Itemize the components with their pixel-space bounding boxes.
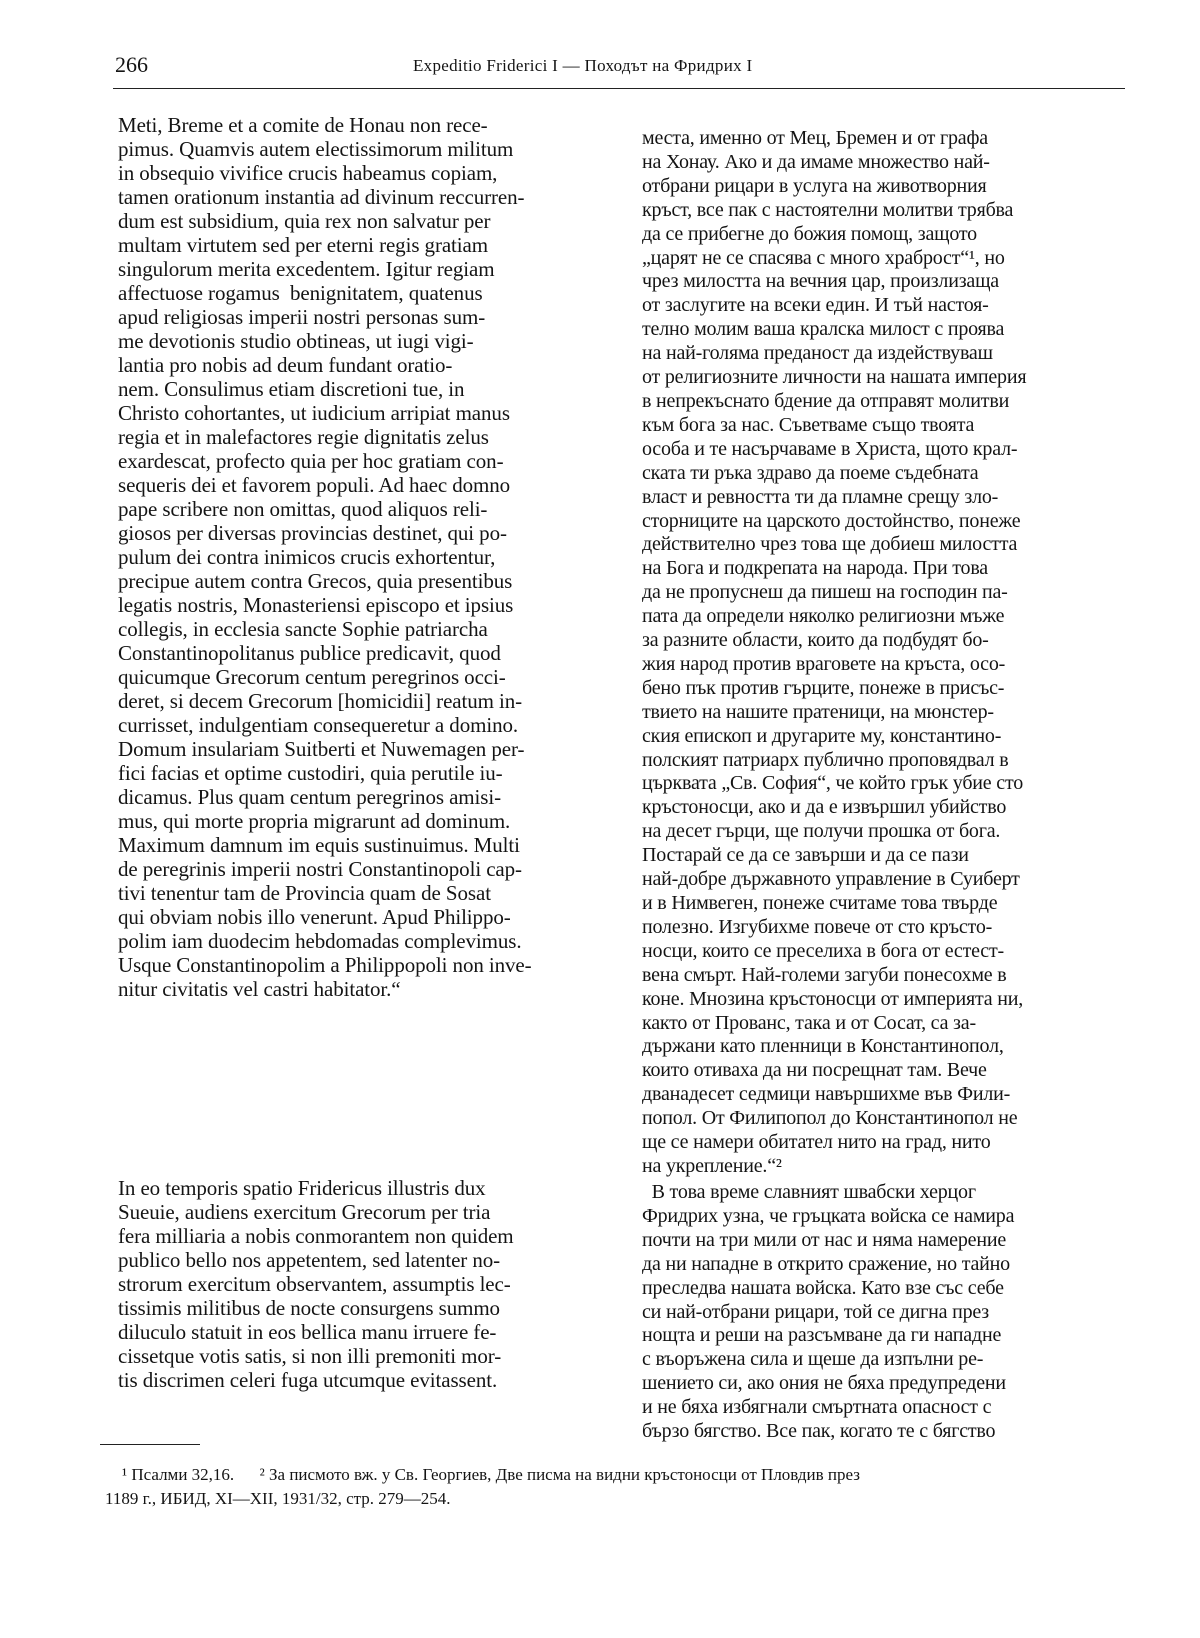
page-number: 266 xyxy=(115,52,148,77)
footnote-divider xyxy=(100,1444,200,1445)
latin-narrative-text: In eo temporis spatio Fridericus illustris dux Sueuie, audiens exercitum Grecorum per tria fera milliaria a nobis conmorantem non quidem publico bello nos appetentem, sed latenter no- strorum exercitum observantem, assumptis lec- tissimis militibus de nocte consurgens summo diluculo statuit in eos bellica manu irruere fe- cissetque votis satis, si non illi premoniti mor- tis discrimen celeri fuga utcumque evitassent. xyxy=(118,1176,514,1392)
latin-letter-text: Meti, Breme et a comite de Honau non rece- pimus. Quamvis autem electissimorum militum in obsequio vivifice crucis habeamus copiam, tamen orationum instantia ad divinum reccurren- dum est subsidium, quia rex non salvatur per multam virtutem sed per eterni regis gratiam singulorum merita excedentem. Igitur regiam affectuose rogamus benignitatem, quatenus apud religiosas imperii nostri personas sum- me devotionis studio obtineas, ut iugi vigi- lantia pro nobis ad deum fundant oratio- nem. Consulimus etiam discretioni tue, in Christo cohortantes, ut iudicium arripiat manus regia et in malefactores regie dignitatis zelus exardescat, profecto quia per hoc gratiam con- sequeris dei et favorem populi. Ad haec domno pape scribere non omittas, quod aliquos reli- giosos per diversas provincias destinet, qui po- pulum dei contra inimicos crucis exhortentur, precipue autem contra Grecos, quia presentibus legatis nostris, Monasteriensi episcopo et ipsius collegis, in ecclesia sancte Sophie patriarcha Constantinopolitanus publice predicavit, quod quicumque Grecorum centum peregrinos occi- deret, si decem Grecorum [homicidii] reatum in- currisset, indulgentiam consequeretur a domino. Domum insulariam Suitberti et Nuwemagen per- fici facias et optime custodiri, quia perutile iu- dicamus. Plus quam centum peregrinos amisi- mus, qui morte propria migrarunt ad dominum. Maximum damnum im equis sustinuimus. Multi de peregrinis imperii nostri Constantinopoli cap- tivi tenentur tam de Provincia quam de Sosat qui obviam nobis illo venerunt. Apud Philippo- polim iam duodecim hebdomadas complevimus. Usque Constantinopolim a Philippopoli non inve- nitur civitatis vel castri habitator.“ xyxy=(118,113,532,1001)
running-header xyxy=(113,48,1125,89)
running-title: Expeditio Friderici I — Походът на Фридрих I xyxy=(413,56,753,75)
bulgarian-narrative-text: В това време славният швабски херцог Фридрих узна, че гръцката войска се намира почти на три мили от нас и няма намерение да ни нападне в открито сражение, но тайно преследва нашата войска. Като взе със себе си най-отбрани рицари, той се дигна през нощта и реши на разсъмване да ги нападне с въоръжена сила и щеше да изпълни ре- шението си, ако ония не бяха предупредени и не бяха избягнали смъртната опасност с бързо бягство. Все пак, когато те с бягство xyxy=(642,1181,1015,1443)
bulgarian-letter-text: места, именно от Мец, Бремен и от графа на Хонау. Ако и да имаме множество най- отбрани рицари в услуга на животворния кръст, все пак с настоятелни молитви трябва да се прибегне до божия помощ, защото „царят не се спасява с много храброст“¹, но чрез милостта на вечния цар, произлизаща от заслугите на всеки един. И тъй настоя- телно молим ваша кралска милост с проява на най-голяма преданост да издействуваш от религиозните личности на нашата империя в непрекъснато бдение да отправят молитви към бога за нас. Съветваме също твоята особа и те насърчаваме в Христа, щото крал- ската ти ръка здраво да поеме съдебната власт и ревността ти да пламне срещу зло- сторниците на царското достойнство, понеже действително чрез това ще добиеш милостта на Бога и подкрепата на народа. При това да не пропуснеш да пишеш на господин па- пата да определи няколко религиозни мъже за разните области, които да подбудят бо- жия народ против враговете на кръста, осо- бено пък против гърците, понеже в присъс- твието на нашите пратеници, на мюнстер- ския епископ и другарите му, константино- полският патриарх публично проповядвал в църквата „Св. София“, че който грък убие сто кръстоносци, ако и да е извършил убийство на десет гърци, ще получи прошка от бога. Постарай се да се завърши и да се пази най-добре държавното управление в Суиберт и в Нимвеген, понеже считаме това твърде полезно. Изгубихме повече от сто кръсто- носци, които се преселиха в бога от естест- вена смърт. Най-големи загуби понесохме в коне. Мнозина кръстоносци от империята ни, както от Прованс, така и от Сосат, са за- държани като пленници в Константинопол, които отиваха да ни посрещнат там. Вече дванадесет седмици навършихме във Фили- попол. От Филипопол до Константинопол не ще се намери обитател нито на град, нито на укрепление.“² xyxy=(642,127,1027,1177)
footnotes: ¹ Псалми 32,16. ² За писмото вж. у Св. Георгиев, Две писма на видни кръстоносци от Пловдив през 1189 г., ИБИД, XI—XII, 1931/32, стр. 279—254. xyxy=(105,1465,860,1508)
